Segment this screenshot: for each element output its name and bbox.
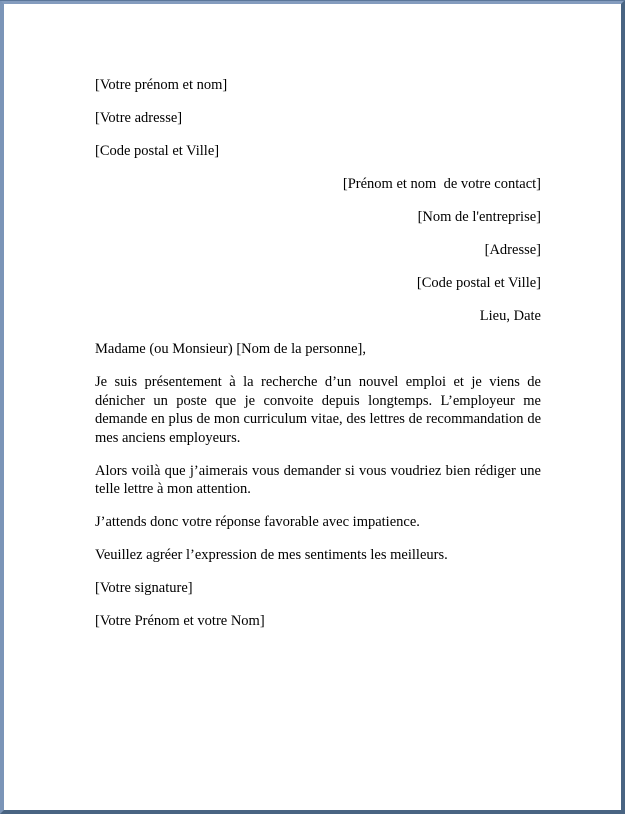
- recipient-company-placeholder: [Nom de l'entreprise]: [417, 209, 541, 225]
- recipient-contact-placeholder: [Prénom et nom de votre contact]: [342, 176, 541, 192]
- sender-address-placeholder: [Votre adresse]: [95, 110, 183, 126]
- signature-name-placeholder: [Votre Prénom et votre Nom]: [95, 613, 265, 629]
- recipient-postal-city-placeholder: [Code postal et Ville]: [416, 275, 541, 291]
- letter-body: [95, 76, 541, 645]
- sender-name-placeholder: [Votre prénom et nom]: [95, 77, 228, 93]
- body-paragraph: J’attends donc votre réponse favorable avec impatience.: [95, 514, 420, 530]
- closing-formula-paragraph: Veuillez agréer l’expression de mes sentiments les meilleurs.: [95, 547, 448, 563]
- body-paragraph: Je suis présentement à la recherche d’un nouvel emploi et je viens de dénicher un poste que je convoite depuis longtemps. L’employeur me demande en plus de mon curriculum vitae, des lettres de recommandation de mes anciens employeurs.: [95, 374, 541, 446]
- body-paragraph: Alors voilà que j’aimerais vous demander si vous voudriez bien rédiger une telle lettre à mon attention.: [95, 462, 541, 497]
- signature-placeholder: [Votre signature]: [95, 580, 193, 596]
- recipient-block: [95, 175, 541, 326]
- sender-postal-city-placeholder: [Code postal et Ville]: [95, 143, 220, 159]
- sender-block: [95, 76, 541, 161]
- salutation-line: Madame (ou Monsieur) [Nom de la personne],: [95, 341, 366, 357]
- recipient-address-placeholder: [Adresse]: [484, 242, 541, 258]
- place-date-line: Lieu, Date: [479, 308, 541, 324]
